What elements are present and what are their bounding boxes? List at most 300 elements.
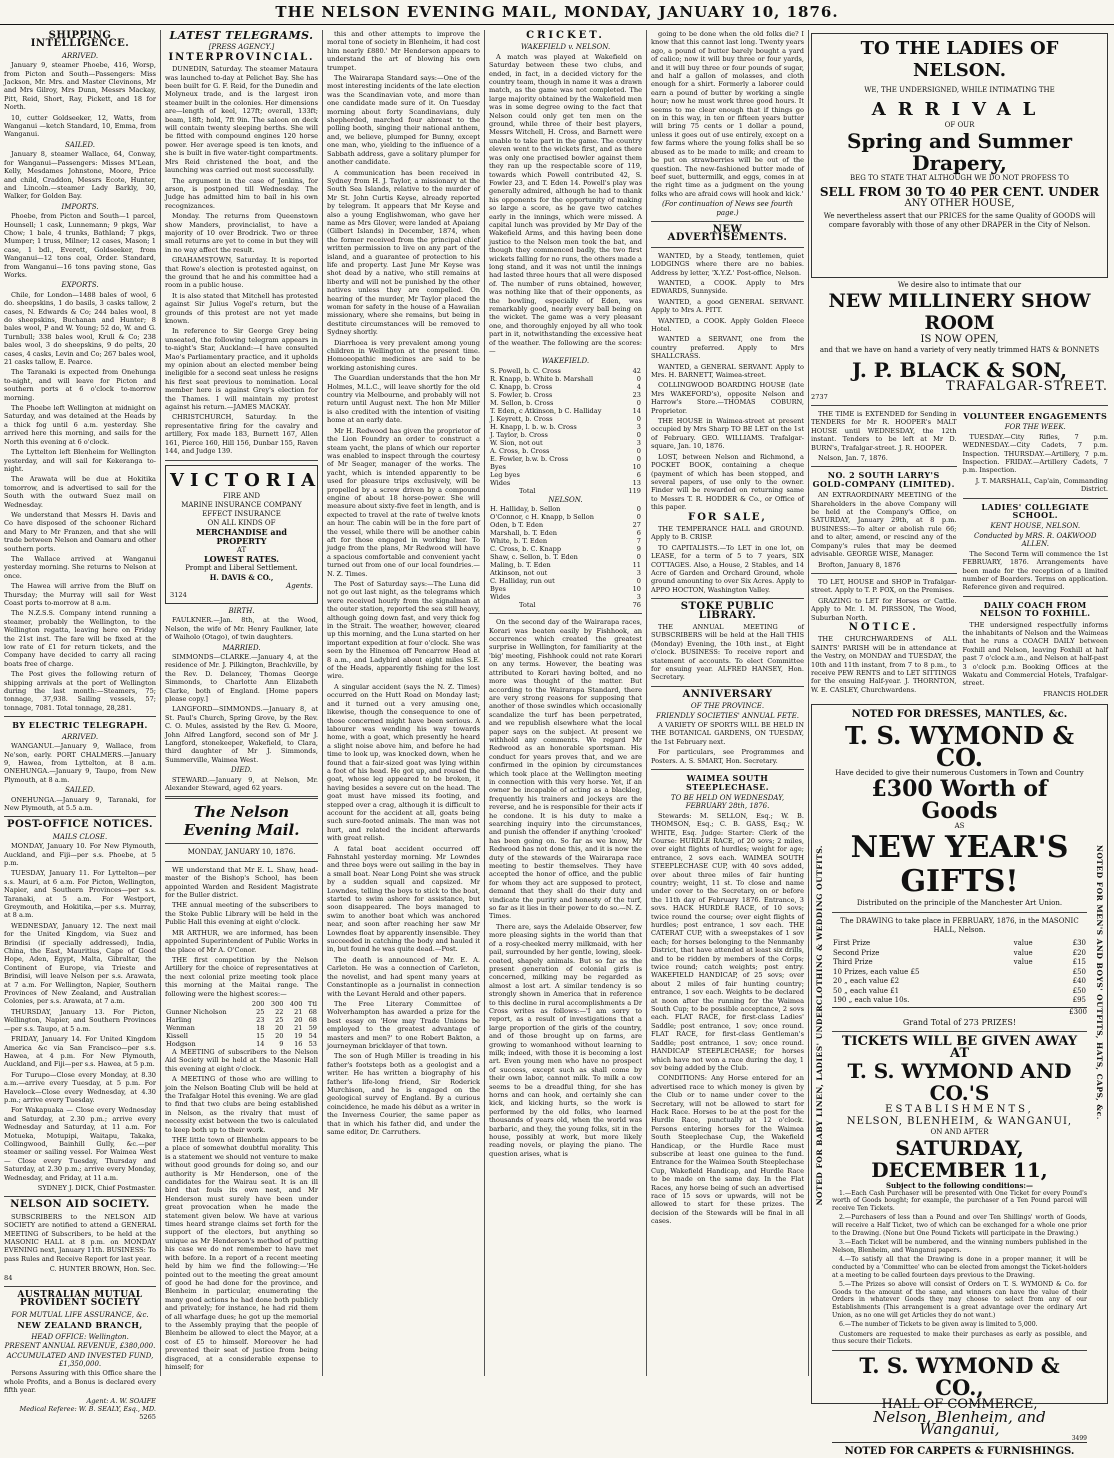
wymond-sub: Have decided to give their numerous Customers in Town and Country — [835, 769, 1084, 778]
victoria-line: EFFECT INSURANCE — [202, 509, 281, 518]
classified-ad: WANTED a SERVANT, one from the country preferred. Apply to Mrs SHALLCRASS. — [651, 335, 804, 361]
coach-text: THE undersigned respectfully informs the inhabitants of Nelson and the Waimeas that he runs a COACH DAILY between Foxhill and Nelson, leaving Foxhill at half past 7 o'clock a.m., and Nelson at half-past 3 o'clock p.m. Booking Offices at the Wakatu and Commercial Hotels, Trafalgar-street. — [962, 620, 1108, 688]
table-row — [489, 447, 642, 455]
tel-sailed-heading: SAILED. — [65, 786, 95, 795]
table-cell: 42 — [632, 366, 641, 375]
victoria-line: MARINE INSURANCE COMPANY — [181, 500, 302, 509]
table-cell: 50 „ each value £1 — [833, 986, 900, 995]
anniversary-sub: OF THE PROVINCE. — [690, 702, 765, 711]
table-cell: 14 — [632, 406, 641, 415]
table-row — [832, 958, 1087, 968]
table-row — [489, 407, 642, 415]
post-paragraph: For Turupo—Close every Monday, at 8.30 a.m.—arrive every Tuesday, at 5 p.m. For Havelock—Close every Wednesday, at 4.30 p.m.; arrive every Tuesday. — [4, 1070, 156, 1104]
wakefield-heading: WAKEFIELD. — [541, 357, 590, 366]
post-paragraph: THURSDAY, January 13. For Picton, Wellington, Napier, and Southern Provinces—per s.s. Taupo, at 5 a.m. — [4, 1007, 156, 1033]
table-row — [489, 463, 642, 471]
editorial-paragraph: THE little town of Blenheim appears to be a place of somewhat doubtful morality. This is a statement we should not venture to make without good grounds for doing so, and our authority is Mr Henderson, one of the candidates for the Wairau seat. It is an ill bird that fouls its own nest, and Mr Henderson must surely have been under great provocation when he made the statement given below. We have at various times heard strange claims set forth for the support of the electors, but anything so unique as Mr Henderson's method of putting his case we do not remember to have met with before. In a report of a recent meeting held by him we find the following:—'He pointed out to the meeting the great amount of good he had done for the province, and Blenheim in particular, enumerating the many good actions he had done both publicly and privately; for instance, he had rid them of all wharfage dues; he got up the memorial to the Assembly praying that the people of Blenheim be allowed to elect the Mayor, at a cost of £5 to himself. Moreover he had prevented their seat of justice from being disgraced, at a considerable expense to himself; for — [165, 1136, 318, 1371]
divider — [165, 861, 318, 862]
table-cell: Marshall, b. T. Eden — [490, 529, 558, 538]
anniversary-heading: ANNIVERSARY — [682, 688, 773, 700]
table-cell: A. Cross, b. Cross — [490, 446, 550, 455]
table-cell: H. Knapp, l. b. w. b. Cross — [490, 422, 577, 431]
table-cell: 14 — [256, 1039, 265, 1048]
table-cell: 59 — [308, 1023, 317, 1032]
divider — [963, 596, 1109, 597]
college-text: The Second Term will commence the 1st FEBRUARY, 1876. Arrangements have been made for the reception of a limited number of Boarders. Terms on application. Reference given and required. — [962, 549, 1108, 592]
table-cell: 0 — [636, 414, 641, 423]
ads-right — [963, 410, 1109, 700]
table-cell: £15 — [1072, 958, 1086, 967]
amp-revenue: PRESENT ANNUAL REVENUE, £380,000. — [4, 1342, 156, 1351]
aid-number: 84 — [4, 1273, 13, 1282]
grand-total: Grand Total of 273 PRIZES! — [902, 1017, 1017, 1027]
table-cell: value — [1013, 939, 1033, 948]
victoria-line: ON ALL KINDS OF — [207, 518, 276, 527]
amp-funds: ACCUMULATED AND INVESTED FUND, £1,350,000. — [6, 1351, 154, 1368]
news-paragraph: The son of Hugh Miller is treading in his father's footsteps both as a geologist and a writer. He has written a biography of his father's life-long friend, Sir Roderick Murchison, and he is engaged on the geological survey of England. By a curious coincidence, he made his début as a writer in the Inverness Courier, the same paper as that in which his father did, and under the same editor, Dr. Carruthers. — [327, 1052, 480, 1136]
for-sale-text: THE TEMPERANCE HALL and GROUND. Apply to B. CRISP. — [651, 524, 804, 542]
shipping-heading: SHIPPING INTELLIGENCE. — [30, 30, 130, 50]
table-cell: 20 — [294, 1015, 303, 1024]
paper-title: The Nelson Evening Mail. — [183, 803, 300, 840]
amp-referee: Medical Referee: W. B. SEALY, Esq., MD. — [19, 1404, 156, 1413]
table-cell: 20 — [275, 1023, 284, 1032]
divider — [832, 1350, 1087, 1351]
divider — [4, 716, 156, 717]
table-cell: £50 — [1072, 986, 1086, 995]
shipping-paragraph: We understand that Messrs H. Davis and Co have disposed of the schooner Richard and Mary to Mr Franzen, and that she will trade between Nelson and Oamaru and other southern ports. — [4, 510, 156, 553]
sell-text: SELL FROM 30 TO 40 PER CENT. UNDER — [819, 185, 1100, 199]
divider — [165, 843, 318, 844]
news-paragraph: There are, says the Adelaide Observer, few more pleasing sights in the world than that of a rosy-cheeked merry milkmaid, with her pail, surrounded by her gentle, lowing, sleek-coated, shapely animals. But so far as the present generation of colonial girls is concerned, milking may be regarded as almost a lost art. A similar tendency is so strongly shown in America that in reference to this decline in rural accomplishments a Dr Cross writes as follows:—'I am sorry to report, as a result of investigations that a large proportion of the girls of the country, and of those brought up on farms, are growing to womanhood without learning to milk; indeed, with those it is becoming a lost art. Even young men who have no prospect of success, except such as shall come by their own labor, cannot milk. To milk a cow seems to be a dreadful thing, for she has horns and can hook, and certainly she can kick, and kicking hurts, so the work is performed by the old folks, who learned thousands of years old, when the world was barbaric, and they, the young folks, sit in the house, possibly at work, but more likely reading novels, or playing the piano. The question arises, what is — [489, 922, 642, 1158]
table-cell: E. Fowler, b.w. b. Cross — [490, 454, 569, 463]
married-heading: MARRIED. — [222, 643, 261, 652]
table-cell: 9 — [279, 1039, 284, 1048]
table-header: 400 — [289, 999, 303, 1008]
column-3 — [327, 30, 480, 1376]
table-cell: 7 — [636, 537, 641, 546]
classified-ad: WANTED, a GENERAL SERVANT. Apply to Mrs. H. BARNETT, Waimea-street. — [651, 362, 804, 380]
table-row — [832, 996, 1087, 1006]
on-and-after: ON AND AFTER — [930, 1127, 989, 1136]
wymond-title: T. S. WYMOND & CO. — [845, 721, 1074, 773]
table-cell: 6 — [636, 470, 641, 479]
news-paragraph: The Wairarapa Standard says:—One of the most interesting incidents of the late election was the Scandinavian vote, and more than one candidate made sure of it. On Tuesday morning about forty Scandinavians, duly shepherded, marched four abreast to the polling booth, singing their national anthem, and, we believe, plumped for Bunny, except one man, who, yielding to the influence of a Sabbath address, gave a solitary plumper for another candidate. — [327, 74, 480, 167]
table-cell: 19 — [294, 1031, 303, 1040]
table-cell: £40 — [1072, 977, 1086, 986]
table-cell: 20 — [275, 1031, 284, 1040]
shipping-paragraph: The Phoebe left Wellington at midnight on Saturday, and was detained at the Heads by a thick fog until 6 a.m. yesterday. She arrived here this morning, and sails for the North this evening at 6 o'clock. — [4, 404, 156, 446]
victoria-agent-role: Agents. — [286, 581, 313, 590]
table-cell: Third Prize — [833, 958, 873, 967]
table-cell: Byes — [490, 585, 506, 594]
college-sub: KENT HOUSE, NELSON. — [990, 522, 1081, 531]
table-cell: M. Sellon, b. Cross — [490, 398, 554, 407]
side-text-left: NOTED FOR BABY LINEN, LADIES' UNDERCLOTHING & WEDDING OUTFITS. — [815, 845, 824, 1206]
table-header: Ttl — [307, 999, 317, 1008]
telegram-paragraph: GRAHAMSTOWN, Saturday. It is reported that Rowe's election is protested against, on the ground that he and his committee had a room in a public house. — [165, 256, 318, 290]
shipping-paragraph: The N.Z.S.S. Company intend running a steamer, probably the Wellington, to the Wellington regatta, leaving here on Friday the 21st inst. The fare will be fixed at the low rate of £1 for return tickets, and the Company have decided to carry all racing boats free of charge. — [4, 609, 156, 668]
victoria-line: MERCHANDISE and PROPERTY — [196, 526, 287, 546]
paper-date: MONDAY, JANUARY 10, 1876. — [187, 848, 296, 857]
table-header: 200 — [251, 999, 265, 1008]
table-row — [489, 415, 642, 423]
divider — [651, 769, 804, 770]
arrived-heading: ARRIVED. — [61, 51, 99, 60]
table-cell: 25 — [256, 1007, 265, 1016]
news-paragraph: A fatal boat accident occurred off Fahnstahl yesterday morning. Mr Lowndes and three boys were out sailing in the bay in a small boat. Near Long Point she was struck by a sudden squall and capsized. Mr Lowndes, telling the boys to stick to the boat, started to swim ashore for assistance, but soon disappeared. The boys managed to swim to another boat which was anchored near, and soon after reaching her saw Mr Lowndes float by apparently insensible. They succeeded in catching the body and hauled it in, but found he was quite dead.—Post. — [327, 844, 480, 954]
nelson-scores — [489, 505, 642, 601]
tel-arrived-heading: ARRIVED. — [61, 732, 99, 741]
table-cell: White, b. T. Eden — [490, 537, 548, 546]
new-years-gifts: NEW YEAR'S GIFTS! — [850, 830, 1069, 900]
post-paragraph: TUESDAY, January 11. For Lyttelton—per s.s. Mauri, at 6 a.m. For Picton, Wellington, Napier, and Southern Provinces—per s.s. Taranaki, at 5 a.m. For Westport, Greymouth, and Hokitika,—per s.s. Murray, at 8 a.m. — [4, 869, 156, 920]
stoke-text: THE ANNUAL MEETING of SUBSCRIBERS will be held at the Hall THIS (Monday) Evening, the 10th inst., at Eight o'clock. BUSINESS: To receive report and statement of accounts. To elect Committee for ensuing year. ALFRED HANSEY, Hon. Secretary. — [651, 623, 804, 682]
telegraph-heading: BY ELECTRIC TELEGRAPH. — [12, 720, 148, 731]
table-cell: 22 — [275, 1007, 284, 1016]
table-cell: 76 — [632, 601, 641, 610]
column-rule — [646, 30, 647, 1376]
arrived-item: 10, cutter Goldseeker, 12, Watts, from Wanganui —ketch Standard, 10, Emma, from Wanganui. — [4, 113, 156, 139]
hats-text: and that we have on hand a variety of very neatly trimmed HATS & BONNETS — [819, 346, 1100, 354]
table-cell: 0 — [636, 446, 641, 455]
table-cell: 10 Prizes, each value £5 — [833, 967, 920, 976]
table-cell — [1013, 987, 1056, 997]
news-paragraph: going to be done when the old folks die? I know that this cannot last long. Twenty years ago, a pound of butter barely bought a yard of calico; now it will buy three or four yards, and it will buy three or four pounds of sugar, and half a gallon of molasses, and cloth enough for a shirt. Formerly a laborer could earn a pound of butter by working a single hour; now he must work three good hours. It seems to me clear enough that if things go on in this way, in ten or fifteen years butter will bring 75 cents or 1 dollar a pound, unless it goes out of use entirely, except on a few farms where the young folks shall be so abused as to be made to milk; and cream to be put on strawberries will be out of the question. The new-fashioned butter made of beef suet, buttermilk, and eggs, comes in at the right time as a judgment on the young folks who are afraid cows will hook and kick.' — [651, 30, 804, 198]
table-row — [489, 383, 642, 391]
table-row — [165, 1016, 318, 1024]
divider — [832, 1031, 1087, 1032]
table-row — [832, 977, 1087, 987]
classified-ad: WANTED, a COOK. Apply Golden Fleece Hotel. — [651, 316, 804, 333]
prize-total: £300 — [832, 1007, 1087, 1016]
steeplechase-text: Stewards: M. SELLON, Esq.; W. B. THOMSON, Esq.; C. B. GASS, Esq.; W. WHITE, Esq. Judge: Starter: Clerk of the Course: HURDLE RACE, of 20 sovs; 2 miles, over eight flights of hurdles; weight for age; entrance, 2 sovs each. WAIMEA SOUTH STEEPLECHASE CUP, with 40 sovs added, over about three miles of fair hunting country; weight, 11 st. To close and name under cover to the Secretary, on or before the 11th day of February 1876. Entrance, 3 sovs. HACK HURDLE RACE, of 10 sovs; twice round the course; over eight flights of hurdles; post entrance, 1 sov each. THE CATERAT CUP, with a sweepstakes of 1 sov each; for horses belonging to the Nenmanby District, that have attended at least six drills, and to be ridden by members of the Corps; twice round; catch weights; post entry. WAKEFIELD HANDICAP, of 25 sovs; over about 2 miles of fair hunting country; entrance, 1 sov each. Weights to be declared at noon after the running for the Waimea South Cup; to be possible acceptance, 2 sovs each. FLAT RACE, for first-class Ladies' Saddle; post entrance, 1 sov; once round. FLAT RACE, for first-class Gentleman's Saddle; post entrance, 1 sov; once round. HANDICAP STEEPLECHASE; for horses which have not won a race during the day, 1 sov being added by the Club. — [651, 811, 804, 1072]
nelson-heading: NELSON. — [548, 495, 583, 504]
side-text-right: NOTED FOR MEN'S AND BOYS' OUTFITS, HATS, CAPS, &c. — [1095, 845, 1104, 1121]
towns: NELSON, BLENHEIM, & WANGANUI, — [846, 1115, 1073, 1127]
post-paragraph: For Wakapuaka — Close every Wednesday and Saturday, at 2.30 p.m.; arrive every Wednesday and Saturday, at 11 a.m. For Motueka, Motupipi, Waitapu, Takaka, Collingwood, Bainhill Gully, &c.—per steamer or sailing vessel. For Waimea West — Close every Tuesday, Thursday and Saturday, at 2.30 p.m.; arrive every Monday, Wednesday, and Friday, at 11 a.m. — [4, 1106, 156, 1182]
table-cell: 54 — [308, 1031, 317, 1040]
ladies-intro: WE, THE UNDERSIGNED, WHILE INTIMATING THE — [864, 86, 1055, 94]
victoria-line: FIRE AND — [222, 491, 261, 500]
table-cell: 53 — [308, 1039, 317, 1048]
news-paragraph: this and other attempts to improve the moral tone of society in Blenheim, it had cost him nearly £880.' Mr Henderson appears to understand the art of blowing his own trumpet. — [327, 30, 480, 72]
cricket-paragraph: A match was played at Wakefield on Saturday between these two clubs, and ended, in fact, in a decided victory for the country team, though in name it was a drawn match, as the game was not completed. The large majority obtained by the Wakefield men was in some degree owing to the fact that Nelson could only get ten men on the ground, while three of their best players, Messrs Witchell, H. Cross, and Barnett were unable to take part in the game. The country eleven went to the wickets first, and as there was only one practised bowler against them they ran up the respectable score of 119, towards which Powell contributed 42, S. Fowler 23, and T. Eden 14. Powell's play was generally admired, although he had to thank his opponents for the opportunity of making so large a score, as he gave two catches early in the innings, which were missed. A capital lunch was provided by Mr Day of the Wakefield Arms, and this having been done justice to the Nelson men took the bat, and though they commenced badly, the two first wickets falling for no runs, the others made a long stand, and it was not until the innings had lasted three hours that all were disposed of. The number of runs obtained, however, was nothing like that of their opponents, as the bowling, especially of Eden, was remarkably good, nearly every ball being on the wicket. The game was a very pleasant one, and thoroughly enjoyed by all who took part in it, notwithstanding the excessive heat of the weather. The following are the scores:— — [489, 52, 642, 356]
amp-text: Persons Assuring with this Office share the whole Profits, and a Bonus is declared every fifth year. — [4, 1369, 156, 1395]
shipping-paragraph: The Arawata will be due at Hokitika tomorrow, and is advertised to sail for the South with the outward Suez mail on Wednesday. — [4, 475, 156, 509]
telegram-paragraph: Monday. The returns from Queenstown show Manders, provincialist, to have a majority of 10 over Brodrick. Two or three small returns are yet to come in but they will in no way affect the result. — [165, 212, 318, 254]
victoria-line: AT — [236, 545, 247, 554]
table-row — [489, 399, 642, 407]
table-cell: 3 — [636, 422, 641, 431]
customers-text: Customers are requested to make their purchases as early as possible, and thus secure their Tickets. — [832, 1330, 1087, 1346]
divider — [963, 498, 1109, 499]
victoria-title: VICTORIA — [170, 469, 322, 491]
aid-text: SUBSCRIBERS to the NELSON AID SOCIETY are notified to attend a GENERAL MEETING of Subscribers, to be held at the MASONIC HALL at 8 p.m. on MONDAY EVENING next, January 11th. BUSINESS: To pass Rules and Receive Report for last year. — [4, 1212, 156, 1263]
conditions-list — [832, 1190, 1087, 1346]
victoria-line: Prompt and Liberal Settlement. — [185, 563, 298, 572]
sailed-item: January 8, steamer Wallace, 64, Conway, for Wanganui—Passengers: Misses M'Lean, Kelly, Mesdames Johnstone, Moore, Price and child, Craddon, Messrs Ecote, Hunter, and Lincoln.—steamer Lady Barkly, 30, Walker, for Golden Bay. — [4, 150, 156, 201]
nevertheless-text: We nevertheless assert that our PRICES for the same Quality of GOODS will compare favorably with those of any other DRAPER in the City of Nelson. — [823, 212, 1096, 229]
spring-title: Spring and Summer Drapery, — [846, 129, 1073, 175]
volunteer-sub: FOR THE WEEK. — [1004, 423, 1066, 432]
table-row — [489, 545, 642, 553]
table-cell: value — [1013, 948, 1033, 957]
telegram-paragraph: The argument in the case of Jenkins, for arson, is postponed till Wednesday. The Judge has admitted him to bail in his own recognizances. — [165, 176, 318, 210]
news-paragraph: The death is announced of Mr. E. A. Carleton. He was a connection of Carleton, the novelist, and had spent many years at Constantinople as a journalist in connection with the Levant Herald and other papers. — [327, 955, 480, 998]
wakefield-scores — [489, 367, 642, 487]
table-cell — [1013, 977, 1056, 987]
table-cell: Harling — [166, 1015, 192, 1024]
stoke-heading: STOKE PUBLIC LIBRARY. — [680, 601, 775, 621]
divider — [651, 221, 804, 222]
column-5 — [651, 30, 804, 1376]
amp-heading: AUSTRALIAN MUTUAL PROVIDENT SOCIETY — [17, 1290, 143, 1309]
classified-ad: WANTED, by a Steady, tentlemen, quiet LODGINGS where there are no babies. Address by letter, 'X.Y.Z.' Post-office, Nelson. — [651, 251, 804, 277]
noted-top: NOTED FOR DRESSES, MANTLES, &c. — [851, 709, 1068, 721]
table-cell: £20 — [1072, 948, 1086, 957]
table-cell: 16 — [294, 1039, 303, 1048]
any-text: ANY OTHER HOUSE, — [904, 198, 1015, 209]
classified-ad: WANTED, a COOK. Apply to Mrs EDWARDS, Sunnyside. — [651, 278, 804, 296]
saturday-date: SATURDAY, DECEMBER 11, — [871, 1135, 1048, 1182]
married-text: LANGFORD—SIMMONDS.—January 8, at St. Paul's Church, Spring Grove, by the Rev. C. O. Mules, assisted by the Rev. G. Moore, John Alfred Langford, second son of Mr J. Langford, stonekeeper, Wakefield, to Clara, third daughter of Mr J. Simmonds, Summerville, Waimea West. — [165, 705, 318, 764]
news-paragraph: On the second day of the Wairarapa races, Korari was beaten easily by Fishhook, an occurrence which created the greatest surprise in Wellington, for familiarity at the 'big' meeting, Fishhook could not rate Korari on any terms. However, the beating was attributed to Korari having bolted, and no more was thought of the matter. But according to the Wairarapa Standard, there are very strong reasons for supposing that another of those swindles which occasionally scandalize the turf has been perpetrated, and we republish elsewhere what the local paper says on the subject. At present we withhold any comments. We regard Mr Redwood as an honorable sportsman. His conduct for years proves that, and we are confirmed in the opinion by circumstances which took place at the Wellington meeting in connection with this very horse. Yet, if an owner be incapable of acting as a blackleg, frequently his trainers and jockeys are the reverse, and he is responsible for their acts if he condone. It is his duty to make a searching inquiry into the circumstances, and punish the offender if anything 'crooked' has been going on. So far as we know, Mr Redwood has not done this, and it is now the duty of the stewards of the Wairarapa race meeting to bestir themselves. They have accepted the honor of office, and the public for whom they act are supposed to protect, demand that they shall do their duty and vindicate the purity and honesty of the turf, so far as it lies in their power to do so.—N. Z. Times. — [489, 618, 642, 921]
divider — [489, 613, 642, 614]
wymond-establishments-name: T. S. WYMOND AND CO.'S — [847, 1058, 1072, 1105]
table-cell: O'Connor, c H. Knapp, b Sellon — [490, 513, 594, 522]
table-row — [832, 939, 1087, 949]
birth-heading: BIRTH. — [228, 606, 255, 615]
tender-text: THE TIME is EXTENDED for Sending in TENDERS for Mr R. HOOPER's MALT HOUSE until WEDNESDAY, the 12th instant. Tenders to be left at Mr D. BURN's, Trafalgar-street. J. R. HOOPER. — [811, 410, 957, 452]
wymond-number: 3499 — [1071, 1434, 1087, 1442]
hall-of-commerce: HALL OF COMMERCE, — [881, 1396, 1038, 1412]
post-signature: SYDNEY J. DICK, Chief Postmaster. — [37, 1184, 156, 1192]
table-row — [489, 529, 642, 537]
column-rule — [808, 30, 809, 1376]
table-cell: J. Taylor, b. Cross — [490, 430, 548, 439]
tel-arrived-text: WANGANUI.—January 9, Wallace, from Ne'son, early. PORT CHALMERS.—January 9, Hawea, from Lyttelton, at 8 a.m. ONEHUNGA.—January 9, Taupo, from New Plymouth, at 8 a.m. — [4, 742, 156, 784]
condition-item: 3.—Each Ticket will be numbered, and the winning numbers published in the Nelson, Blenheim, and Wanganui papers. — [832, 1239, 1087, 1254]
table-cell: £30 — [1072, 939, 1086, 948]
table-cell: W. Sion, not out — [490, 438, 543, 447]
wymond-bottom: T. S. WYMOND & CO., — [859, 1352, 1060, 1400]
table-row — [489, 431, 642, 439]
worth-title: £300 Worth of Goods — [871, 776, 1048, 825]
exports-text: Chile, for London—1488 bales of wool, 6 do. sheepskins, 1 do basils, 3 casks tallow, 2 cases, N. Edwards & Co; 244 bales wool, 8 do sheepskins, Buchanan and Hunter; 8 bales wool, P and W. Young; 52 do, W. and G. Turnbull; 338 bales wool, Krull & Co; 238 bales wool, 3 do sheepskins, 9 do pelts, 20 cases, 4 casks, Levin and Co; 267 bales wool, 21 casks tallow, E. Pearce. — [4, 290, 156, 367]
table-row — [489, 505, 642, 513]
divider — [811, 405, 1108, 406]
ladies-ad — [811, 33, 1108, 278]
press-agency: [PRESS AGENCY.] — [208, 43, 275, 52]
table-cell: 15 — [256, 1031, 265, 1040]
classified-ad: COLLINGWOOD BOARDING HOUSE (late Mrs WAKEFORD's), opposite Nelson and Harrow's Store.—THOMAS COBURN, Proprietor. — [651, 381, 804, 415]
cricket-heading: CRICKET. — [526, 30, 605, 41]
table-cell: 68 — [308, 1015, 317, 1024]
new-ads-heading: NEW ADVERTISEMENTS. — [667, 223, 788, 244]
birth-text: FAULKNER.—Jan. 8th, at the Wood, Nelson, the wife of Mr. Henry Faulkner, late of Waiholo (Otago), of twin daughters. — [165, 616, 318, 642]
telegram-paragraph: It is also stated that Mitchell has protested against Sir Julius Vogel's return, but the grounds of this protest are not yet made known. — [165, 291, 318, 325]
divider — [651, 598, 804, 599]
table-row — [489, 479, 642, 487]
divider — [651, 686, 804, 687]
news-paragraph: The Guardian understands that the hon Mr Holmes, M.L.C., will leave shortly for the old country via Melbourne, and probably will not return until August next. The hon Mr Miller is also credited with the intention of visiting home at an early date. — [327, 374, 480, 425]
table-cell: Leg byes — [490, 470, 520, 479]
cricket-sub: WAKEFIELD v. NELSON. — [520, 43, 611, 52]
table-cell: Gunner Nicholson — [166, 1007, 227, 1016]
editorial-paragraph: A MEETING of those who are willing to join the Nelson Boating Club will be held at the Trafalgar Hotel this evening. We are glad to find that two clubs are being established in Nelson, as the rivalry that must of necessity exist between the two is calculated to keep both up to their work. — [165, 1075, 318, 1134]
column-rule — [160, 30, 161, 1376]
amp-number: 5265 — [139, 1413, 156, 1422]
ads-left — [811, 410, 957, 700]
table-cell — [1013, 996, 1056, 1006]
steeplechase-heading: WAIMEA SOUTH STEEPLECHASE. — [686, 773, 769, 792]
aid-signature: C. HUNTER BROWN, Hon. Sec. — [49, 1265, 156, 1274]
gold-date: Brofton, January 8, 1876 — [818, 560, 901, 569]
divider — [4, 1286, 156, 1287]
amp-office: HEAD OFFICE: Wellington. — [31, 1332, 129, 1341]
table-cell: 11 — [632, 561, 641, 570]
table-cell: 119 — [628, 486, 641, 495]
ads-column — [811, 30, 1108, 1457]
table-cell: J. Keyrett, b. Cross — [490, 414, 553, 423]
college-heading: LADIES' COLLEGIATE SCHOOL. — [981, 501, 1090, 521]
table-cell: 25 — [275, 1015, 284, 1024]
table-row — [165, 1040, 318, 1048]
table-cell — [1013, 968, 1056, 978]
post-paragraph: FRIDAY, January 14. For United Kingdom America &c via San Francisco—per s.s. Hawea, at 4 p.m. For New Plymouth, Auckland, and Fiji—per s.s. Hawea, at 5 p.m. — [4, 1035, 156, 1069]
table-cell: First Prize — [833, 939, 871, 948]
table-row — [489, 585, 642, 593]
variety-text: For particulars, see Programmes and Posters. A. S. SMART, Hon. Secretary. — [651, 748, 804, 765]
classified-ad: WANTED, a good GENERAL SERVANT. Apply to Mrs A. PITT. — [651, 297, 804, 315]
column-2 — [165, 29, 322, 1376]
table-cell: 18 — [256, 1023, 265, 1032]
subject-text: Subject to the following conditions:— — [885, 1180, 1034, 1190]
ladies-title: TO THE LADIES OF NELSON. — [860, 38, 1059, 81]
divider — [811, 573, 957, 574]
black-number: 2737 — [811, 393, 828, 401]
wakefield-total — [489, 487, 642, 495]
table-cell: Oden, b T. Eden — [490, 521, 544, 530]
table-cell: 3 — [636, 593, 641, 602]
table-cell: 13 — [632, 478, 641, 487]
telegram-paragraph: CHRISTCHURCH, Saturday. In the representative firing for the cavalry and artillery, Fox made 183, Burnett 167, Allen 161, Pierce 160, Hill 156, Dunbar 155, Raven 144, and Judge 139. — [165, 413, 318, 456]
shipping-paragraph: The Lyttelton left Blenheim for Wellington yesterday, and will sail for Kekeranga to-night. — [4, 448, 156, 473]
grazing-text: GRAZING to LET for Horses or Cattle. Apply to Mr. I. M. PIRSSON, The Wood, Suburban North. — [811, 596, 957, 622]
table-cell: 20 „ each value £2 — [833, 977, 900, 986]
noted-bottom: NOTED FOR CARPETS & FURNISHINGS. — [832, 1442, 1087, 1458]
shipping-paragraph: The Hawea will arrive from the Bluff on Thursday; the Murray will sail for West Coast ports to-morrow at 8 a.m. — [4, 582, 156, 607]
table-cell: C. Knapp, b. Cross — [490, 382, 553, 391]
coach-sign: FRANCIS HOLDER — [1043, 689, 1108, 698]
table-cell: C. Halliday, run out — [490, 577, 555, 586]
column-4 — [489, 30, 642, 1376]
table-cell: 27 — [632, 521, 641, 530]
table-cell: 6 — [636, 529, 641, 538]
table-cell: 0 — [636, 553, 641, 562]
aid-heading: NELSON AID SOCIETY. — [10, 1199, 150, 1211]
news-paragraph: A singular accident (says the N. Z. Times) occurred on the Hutt Road on Monday last; and it turned out a very amusing one, likewise, though the consequence to one of those concerned might have been serious. A labourer was wending his way towards home, with a goat, which presently he heard a slight noise above him, and before he had time to look up, was knocked down, when he found that a fair-sized goat was lying within a foot of his head. He got up, and roused the goat, whose leg appeared to be broken, it having besides a severe cut on the head. The goat must have missed its footing, and stepped over a crag, although it is difficult to account for the accident at all, goats being such sure-footed animals. The man was not hurt, and related the incident afterwards with great relish. — [327, 682, 480, 843]
table-cell: 3 — [636, 438, 641, 447]
volunteer-text: TUESDAY.—City Rifles, 7 p.m. WEDNESDAY.—City Cadets, 7 p.m. Inspection. THURSDAY.—Artillery, 7 p.m. Inspection. FRIDAY.—Artillery Cadets, 7 p.m. Inspection. — [962, 432, 1108, 475]
condition-item: 1.—Each Cash Purchaser will be presented with One Ticket for every Pound's worth of Goods bought; for example, the purchaser of a Ten Pound parcel will receive Ten Tickets. — [832, 1189, 1087, 1212]
drawing-text: The DRAWING to take place in FEBRUARY, 1876, in the MASONIC HALL, Nelson. — [840, 917, 1079, 935]
table-cell: 0 — [636, 577, 641, 586]
table-row — [832, 987, 1087, 997]
table-row — [489, 537, 642, 545]
table-cell: 4 — [636, 382, 641, 391]
table-cell: Second Prize — [833, 948, 880, 957]
divider — [832, 912, 1087, 913]
table-row — [165, 1000, 318, 1008]
table-cell: Hodgson — [166, 1039, 196, 1048]
table-cell: H. Halliday, b. Sellon — [490, 505, 561, 514]
column-rule — [484, 30, 485, 1376]
table-cell: Wenman — [166, 1023, 195, 1032]
table-cell: 0 — [636, 505, 641, 514]
shipping-paragraph: The Wallace arrived at Wanganui yesterday morning. She returns to Nelson at once. — [4, 554, 156, 580]
table-row — [489, 593, 642, 601]
news-paragraph: A communication has been received in Sydney from H. J. Taylor, a missionary at the South Sea Islands, relative to the murder of Mr St. John Curtis Keyse, already reported by telegram. It appears that Mr Keyse and also a young Englishwoman, who gave her name as Mrs Glover, were landed at Apaiang (Gilbert Islands) in December, 1874, when the former received from the principal chief written permission to live on any part of the island, and a guarantee of protection to his life and property. Last June Mr Keyse was shot dead by a native, who still remains at liberty and will not be punished by the other natives unless they are compelled. On hearing of the murder, Mr Taylor placed the woman for safety in the house of a Hawaiian missionary, where she remains, but being in destitute circumstances will be removed to Sydney shortly. — [327, 168, 480, 337]
table-row — [489, 423, 642, 431]
editorial-paragraph: WE understand that Mr E. L. Shaw, head-master of the Bishop's School, has been appointed Warden and Resident Magistrate for the Buller district. — [165, 865, 318, 900]
gold-text: AN EXTRAORDINARY MEETING of the Shareholders in the above Company will be held at the Company's Office, on SATURDAY, January 29th, at 8 p.m. BUSINESS:—To alter or abolish rule 66; and to alter, amend, or rescind any of the Company's rules that may be deemed advisable. GEORGE WISE, Manager. — [811, 491, 957, 559]
table-cell: value — [1013, 958, 1033, 967]
divider — [811, 466, 957, 467]
amp-sub: FOR MUTUAL LIFE ASSURANCE, &c. — [11, 1310, 149, 1319]
ads-two-col — [811, 410, 1108, 700]
news-paragraph: The Post of Saturday says:—The Luna did not go out last night, as the telegrams which were received hourly from the signalman at the outer station, reported the sea still heavy, although going down fast, and very thick fog in the Strait. The weather, however, cleared up this morning, and the Luna started on her important expedition at four o'clock. She was seen by the Hinemoa off Pencarrow Head at 8 a.m., and Ladybird about eight miles S.E. of the Heads, apparently fishing for the lost wire. — [327, 580, 480, 681]
divider — [4, 816, 156, 817]
column-rule — [322, 30, 323, 1376]
condition-item: 2.—Purchasers of less than a Pound and over Ten Shillings' worth of Goods, will receive a Half Ticket, two of which can be exchanged for a whole one prior to the Drawing. (None but One Pound Tickets will participate in the Drawing.) — [832, 1214, 1087, 1237]
telegram-paragraph: DUNEDIN, Saturday. The steamer Mataura was launched to-day at Pelichet Bay. She has been built for G. F. Reid, for the Dunedin and Molyneux trade, and is the largest iron steamer built in the colonies. Her dimensions are—length of keel, 127ft; overall, 133ft; beam, 18ft; hold, 7ft 9in. The saloon on deck will contain twenty sleeping berths. She will be fitted with compound engines 120 horse power. Her average speed is ten knots, and she is built in five water-tight compartments. Mrs Reid christened the boat, and the launching was carried out most successfully. — [165, 65, 318, 175]
beg-text: BEG TO STATE THAT ALTHOUGH WE DO NOT PROFESS TO — [850, 174, 1069, 182]
table-cell: 23 — [256, 1015, 265, 1024]
table-cell: Byes — [490, 462, 506, 471]
married-text: SIMMONDS—CLARKE.—January 4, at the residence of Mr. J. Pilkington, Brachkville, by the Rev. D. Delancey, Thomas George Simmonds, to Charlotte Ann Elizabeth Clarke, both of England. [Home papers please copy.] — [165, 652, 318, 703]
black-son: J. P. BLACK & SON, — [851, 358, 1068, 382]
interprovincial-heading: INTERPROVINCIAL. — [168, 51, 315, 63]
victoria-ad — [165, 465, 322, 604]
church-text: THE CHURCHWARDENS of ALL SAINTS' PARISH will be in attendance at the Vestry, on MONDAY and TUESDAY, the 10th and 11th instant, from 7 to 8 p.m., to receive PEW RENTS and to LET SITTINGS for the ensuing Half-year. J. THORNTON, W. E. CASLEY, Churchwardens. — [811, 635, 957, 694]
let-text: TO LET, HOUSE and SHOP in Trafalgar-street. Apply to T. P. FOX, on the Premises. — [811, 577, 957, 595]
masthead: THE NELSON EVENING MAIL, MONDAY, JANUARY 10, 1876. — [0, 0, 1114, 25]
table-cell: Wides — [490, 593, 511, 602]
table-row — [489, 601, 642, 609]
shipping-paragraph: The Post gives the following return of shipping arrivals at the port of Wellington during the last month:—Steamers, 75; tonnage, 37,938. Sailing vessels, 57; tonnage, 7081. Total tonnage, 28,281. — [4, 670, 156, 712]
editorial-paragraph: MR ARTHUR, we are informed, has been appointed Superintendent of Public Works in the place of Mr A. O'Conor. — [165, 928, 318, 954]
intimate-text: We desire also to intimate that our — [897, 281, 1022, 289]
table-row — [489, 471, 642, 479]
tender-date: Nelson, Jan. 7, 1876. — [818, 454, 888, 463]
imports-heading: IMPORTS. — [61, 202, 99, 211]
table-cell: 0 — [636, 513, 641, 522]
table-cell: 9 — [636, 545, 641, 554]
table-cell: Kissell — [166, 1031, 188, 1040]
divider — [165, 460, 318, 461]
table-cell: Shaw, c. Sellon, b. T. Eden — [490, 553, 578, 562]
telegrams-heading: LATEST TELEGRAMS. — [169, 29, 314, 42]
gold-heading: NO. 2 SOUTH LARRY'S GOLD-COMPANY (LIMITED). — [812, 470, 955, 489]
anniversary-sub: FRIENDLY SOCIETIES' ANNUAL FETE. — [656, 711, 799, 720]
table-cell: Total — [519, 486, 536, 495]
table-row — [489, 561, 642, 569]
table-cell: R. Knapp, b. White b. Marshall — [490, 374, 594, 383]
table-cell: 0 — [636, 454, 641, 463]
editorial-paragraph: THE annual meeting of the subscribers to the Stoke Public Library will be held in the Public Hall this evening at eight o'clock. — [165, 901, 318, 927]
